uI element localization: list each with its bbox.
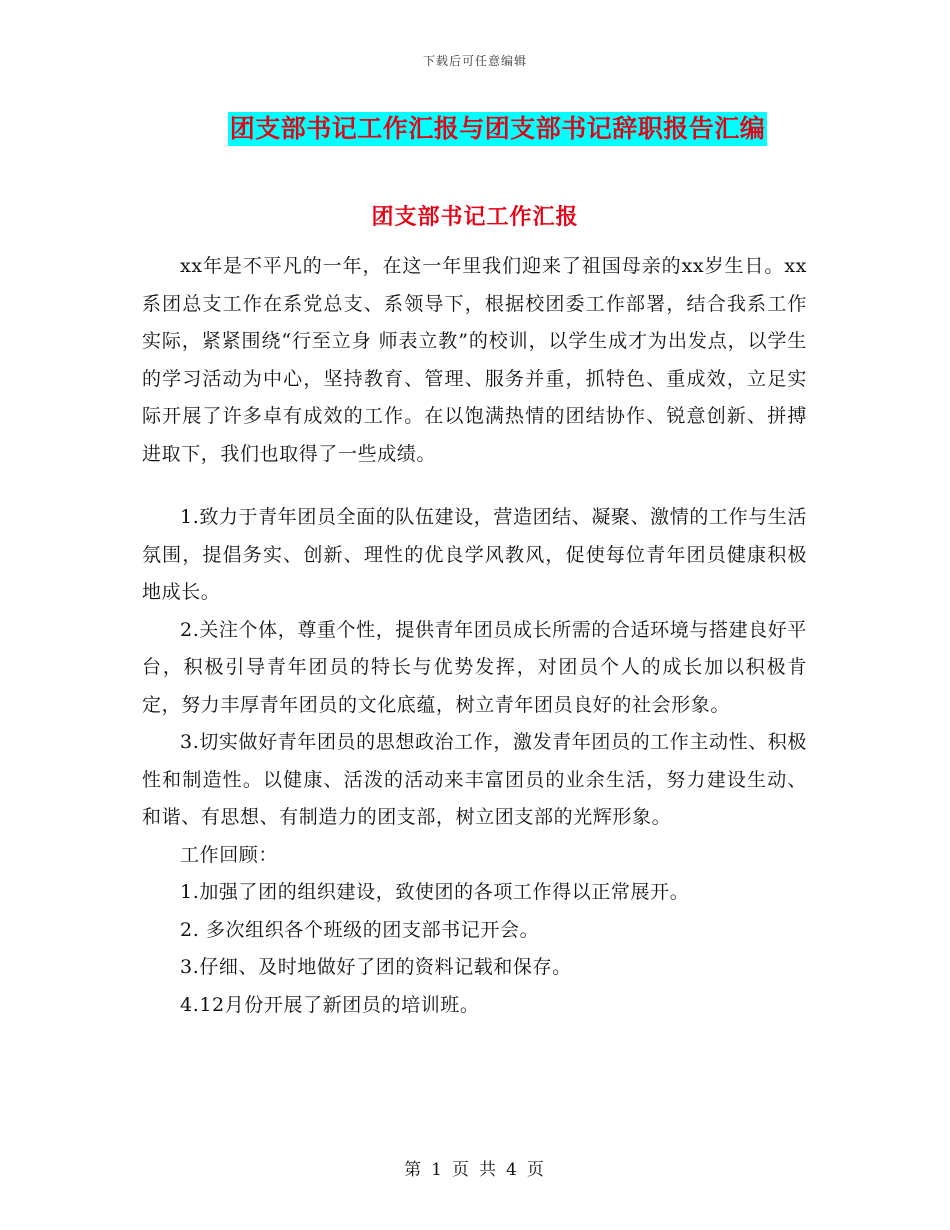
document-title <box>0 112 950 146</box>
point-3-paragraph: 3.切实做好青年团员的思想政治工作，激发青年团员的工作主动性、积极性和制造性。以健康、活泼的活动来丰富团员的业余生活，努力建设生动、和谐、有思想、有制造力的团支部，树立团支部的光辉形象。 <box>142 731 807 828</box>
review-heading: 工作回顾： <box>180 843 279 866</box>
document-title-text: 团支部书记工作汇报与团支部书记辞职报告汇编 <box>228 112 768 146</box>
review-item-1: 1.加强了团的组织建设，致使团的各项工作得以正常展开。 <box>180 881 690 903</box>
section-title: 团支部书记工作汇报 <box>371 204 579 230</box>
header-note: 下载后可任意编辑 <box>422 54 527 68</box>
document-body <box>142 248 807 1024</box>
intro-paragraph: xx年是不平凡的一年，在这一年里我们迎来了祖国母亲的xx岁生日。xx系团总支工作在系党总支、系领导下，根据校团委工作部署，结合我系工作实际，紧紧围绕“行至立身 师表立教”的校训，以学生成才为出发点，以学生的学习活动为中心，坚持教育、管理、服务并重，抓特色、重成效，立足实际开展了许多卓有成效的工作。在以饱满热情的团结协作、锐意创新、拼搏进取下，我们也取得了一些成绩。 <box>142 255 807 465</box>
footer-total-unit: 页 <box>526 1160 546 1180</box>
point-1-paragraph: 1.致力于青年团员全面的队伍建设，营造团结、凝聚、激情的工作与生活氛围，提倡务实、创新、理性的优良学风教风，促使每位青年团员健康积极地成长。 <box>142 506 807 603</box>
footer-page-unit: 页 <box>452 1160 471 1180</box>
page-footer <box>0 1155 950 1180</box>
footer-prefix: 第 <box>404 1160 424 1180</box>
point-2-paragraph: 2.关注个体，尊重个性，提供青年团员成长所需的合适环境与搭建良好平台，积极引导青年团员的特长与优势发挥，对团员个人的成长加以积极肯定，努力丰厚青年团员的文化底蕴，树立青年团员良好的社会形象。 <box>142 618 807 716</box>
footer-page-number: 1 <box>431 1160 444 1180</box>
review-item-3: 3.仔细、及时地做好了团的资料记载和保存。 <box>180 956 572 978</box>
review-item-2: 2. 多次组织各个班级的团支部书记开会。 <box>180 918 540 941</box>
review-item-4: 4.12月份开展了新团员的培训班。 <box>180 993 480 1016</box>
footer-total-prefix: 共 <box>479 1160 498 1180</box>
footer-total-pages: 4 <box>506 1160 519 1180</box>
